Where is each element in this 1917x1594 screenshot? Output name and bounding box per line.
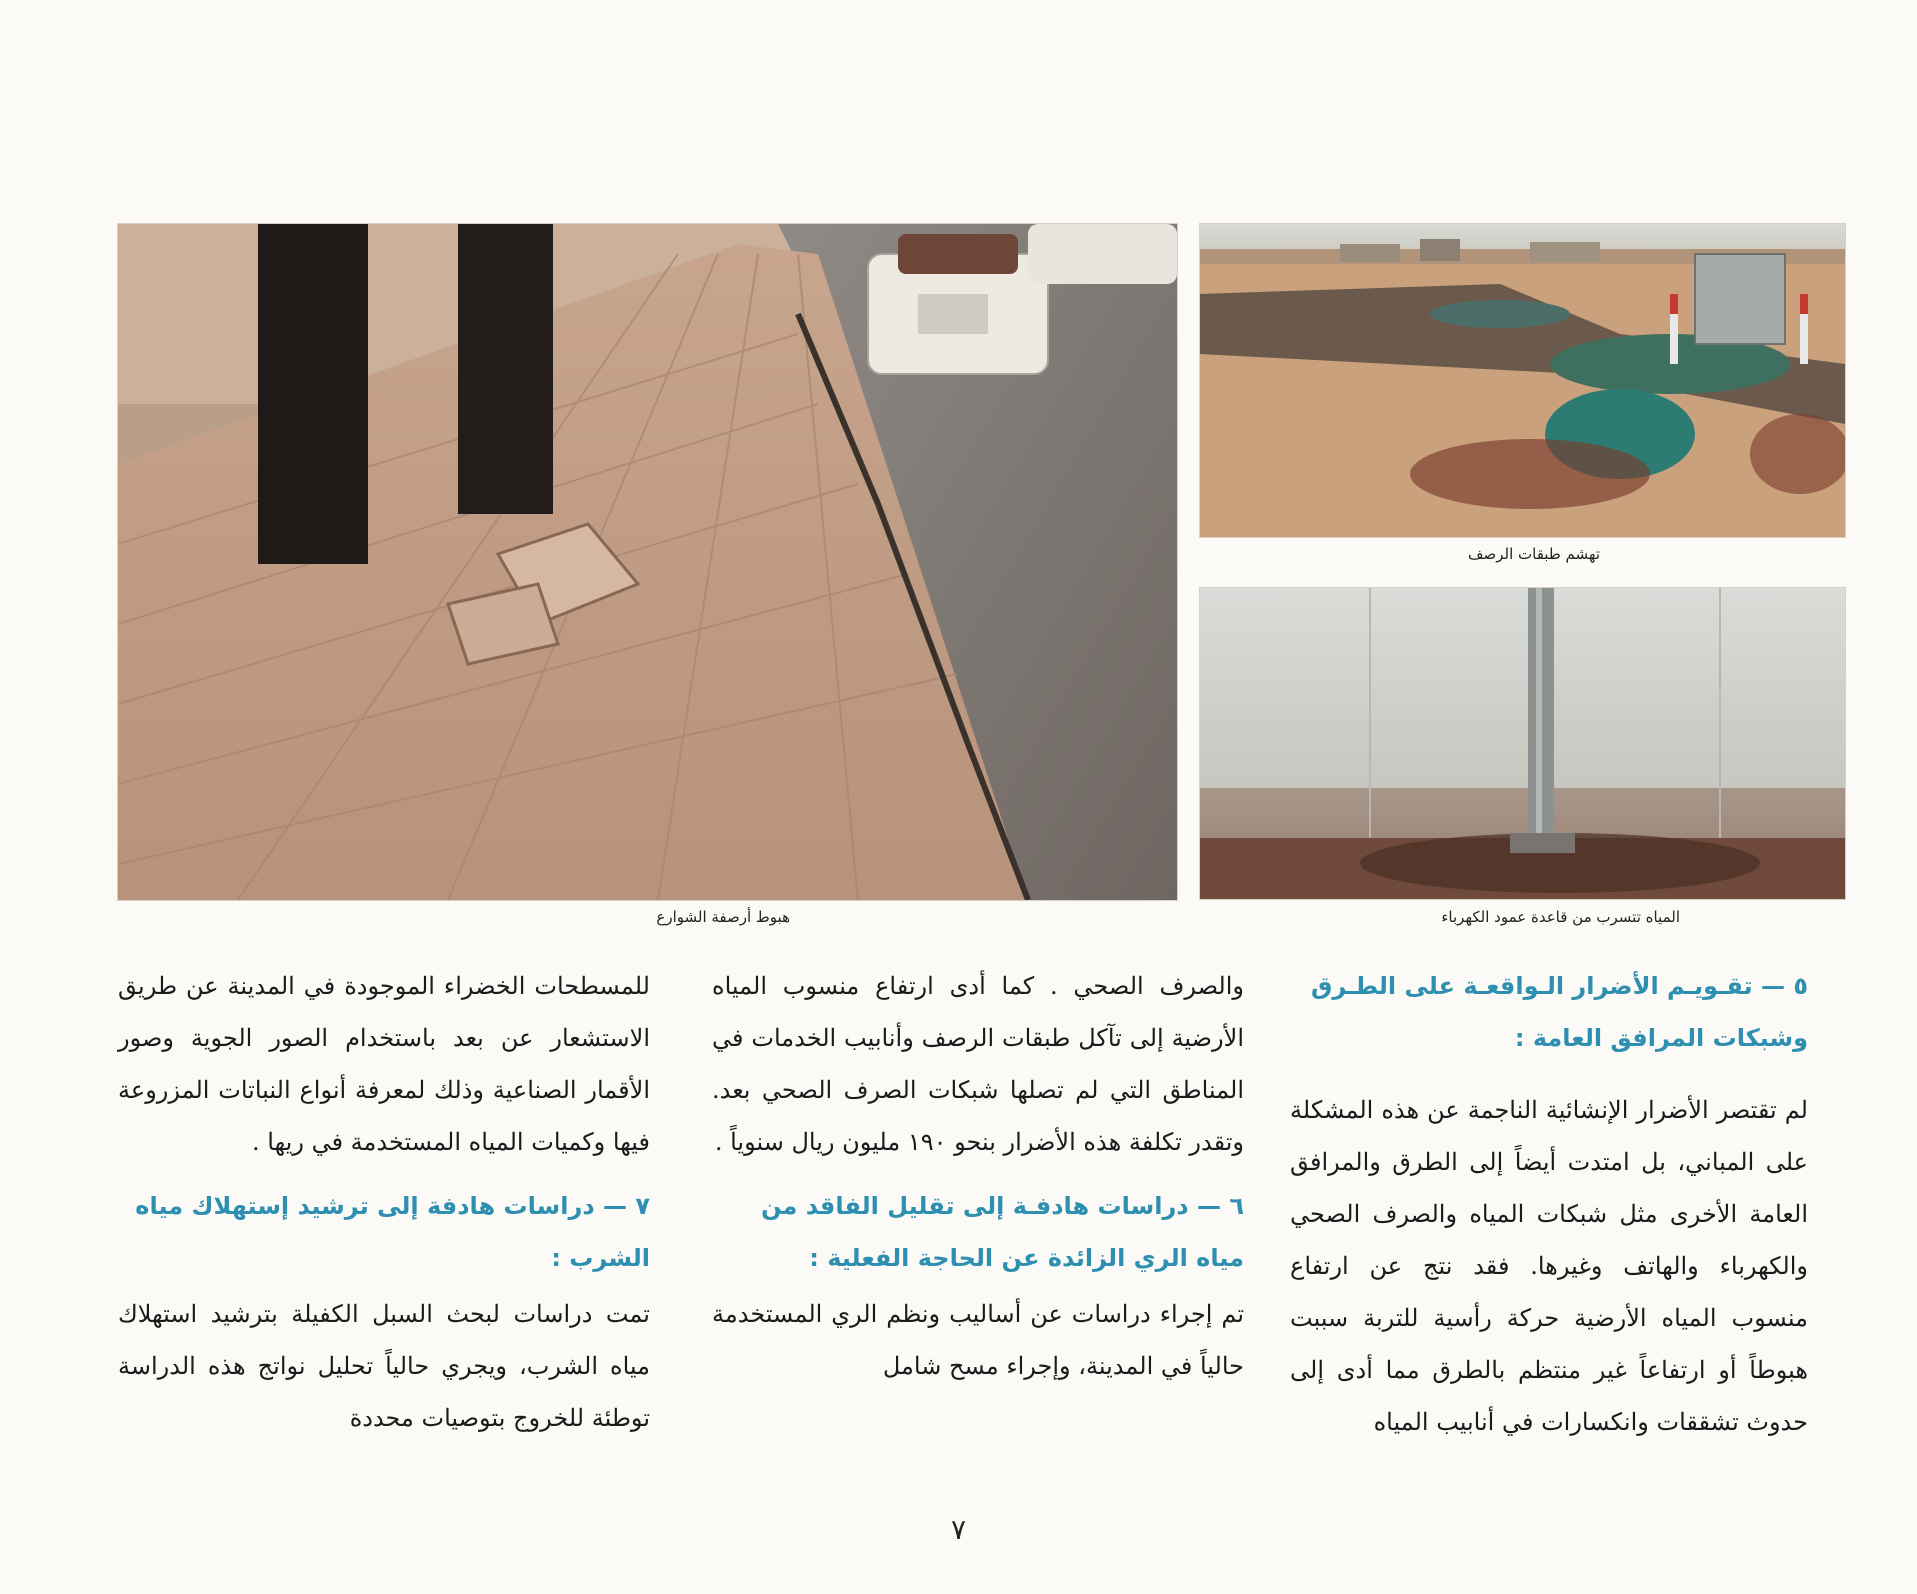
page-number: ٧ [950,1513,967,1546]
sidewalk-photo-illustration [118,224,1177,900]
section-6-continued-body: للمسطحات الخضراء الموجودة في المدينة عن طريق الاستشعار عن بعد باستخدام الصور الجوية وصور الأقمار الصناعية وذلك لمعرفة أنواع النباتات المزروعة فيها وكميات المياه المستخدمة في ريها . [118,972,650,1156]
text-column-middle [712,960,1244,1392]
pole-photo [1200,588,1845,899]
pole-photo-illustration [1200,588,1845,899]
pavement-photo-illustration [1200,224,1845,537]
section-6-body: تم إجراء دراسات عن أساليب ونظم الري المستخدمة حالياً في المدينة، وإجراء مسح شامل [712,1300,1244,1380]
section-6-heading: ٦ — دراسات هادفـة إلى تقليل الفاقد من مياه الري الزائدة عن الحاجة الفعلية : [760,1192,1244,1272]
section-5-continued-body: والصرف الصحي . كما أدى ارتفاع منسوب المياه الأرضية إلى تآكل طبقات الرصف وأنابيب الخدمات في المناطق التي لم تصلها شبكات الصرف الصحي بعد. وتقدر تكلفة هذه الأضرار بنحو ١٩٠ مليون ريال سنوياً . [712,972,1244,1156]
sidewalk-photo-caption: هبوط أرصفة الشوارع [656,908,790,926]
section-7-heading: ٧ — دراسات هادفة إلى ترشيد إستهلاك مياه الشرب : [135,1192,650,1272]
text-column-right [1290,960,1808,1448]
pavement-photo [1200,224,1845,537]
pole-photo-caption: المياه تتسرب من قاعدة عمود الكهرباء [1441,908,1680,926]
section-5-heading: ٥ — تقـويـم الأضرار الـواقعـة على الطـرق وشبكات المرافق العامة : [1310,972,1808,1052]
sidewalk-photo [118,224,1177,900]
section-5-body: لم تقتصر الأضرار الإنشائية الناجمة عن هذه المشكلة على المباني، بل امتدت أيضاً إلى الطرق والمرافق العامة الأخرى مثل شبكات المياه والصرف الصحي والكهرباء والهاتف وغيرها. فقد نتج عن ارتفاع منسوب المياه الأرضية حركة رأسية للتربة سببت هبوطاً أو ارتفاعاً غير منتظم بالطرق مما أدى إلى حدوث تشققات وانكسارات في أنابيب المياه [1290,1096,1808,1436]
section-7-body: تمت دراسات لبحث السبل الكفيلة بترشيد استهلاك مياه الشرب، ويجري حالياً تحليل نواتج هذه الدراسة توطئة للخروج بتوصيات محددة [118,1300,650,1432]
text-column-left [118,960,650,1444]
pavement-photo-caption: تهشم طبقات الرصف [1467,545,1600,563]
